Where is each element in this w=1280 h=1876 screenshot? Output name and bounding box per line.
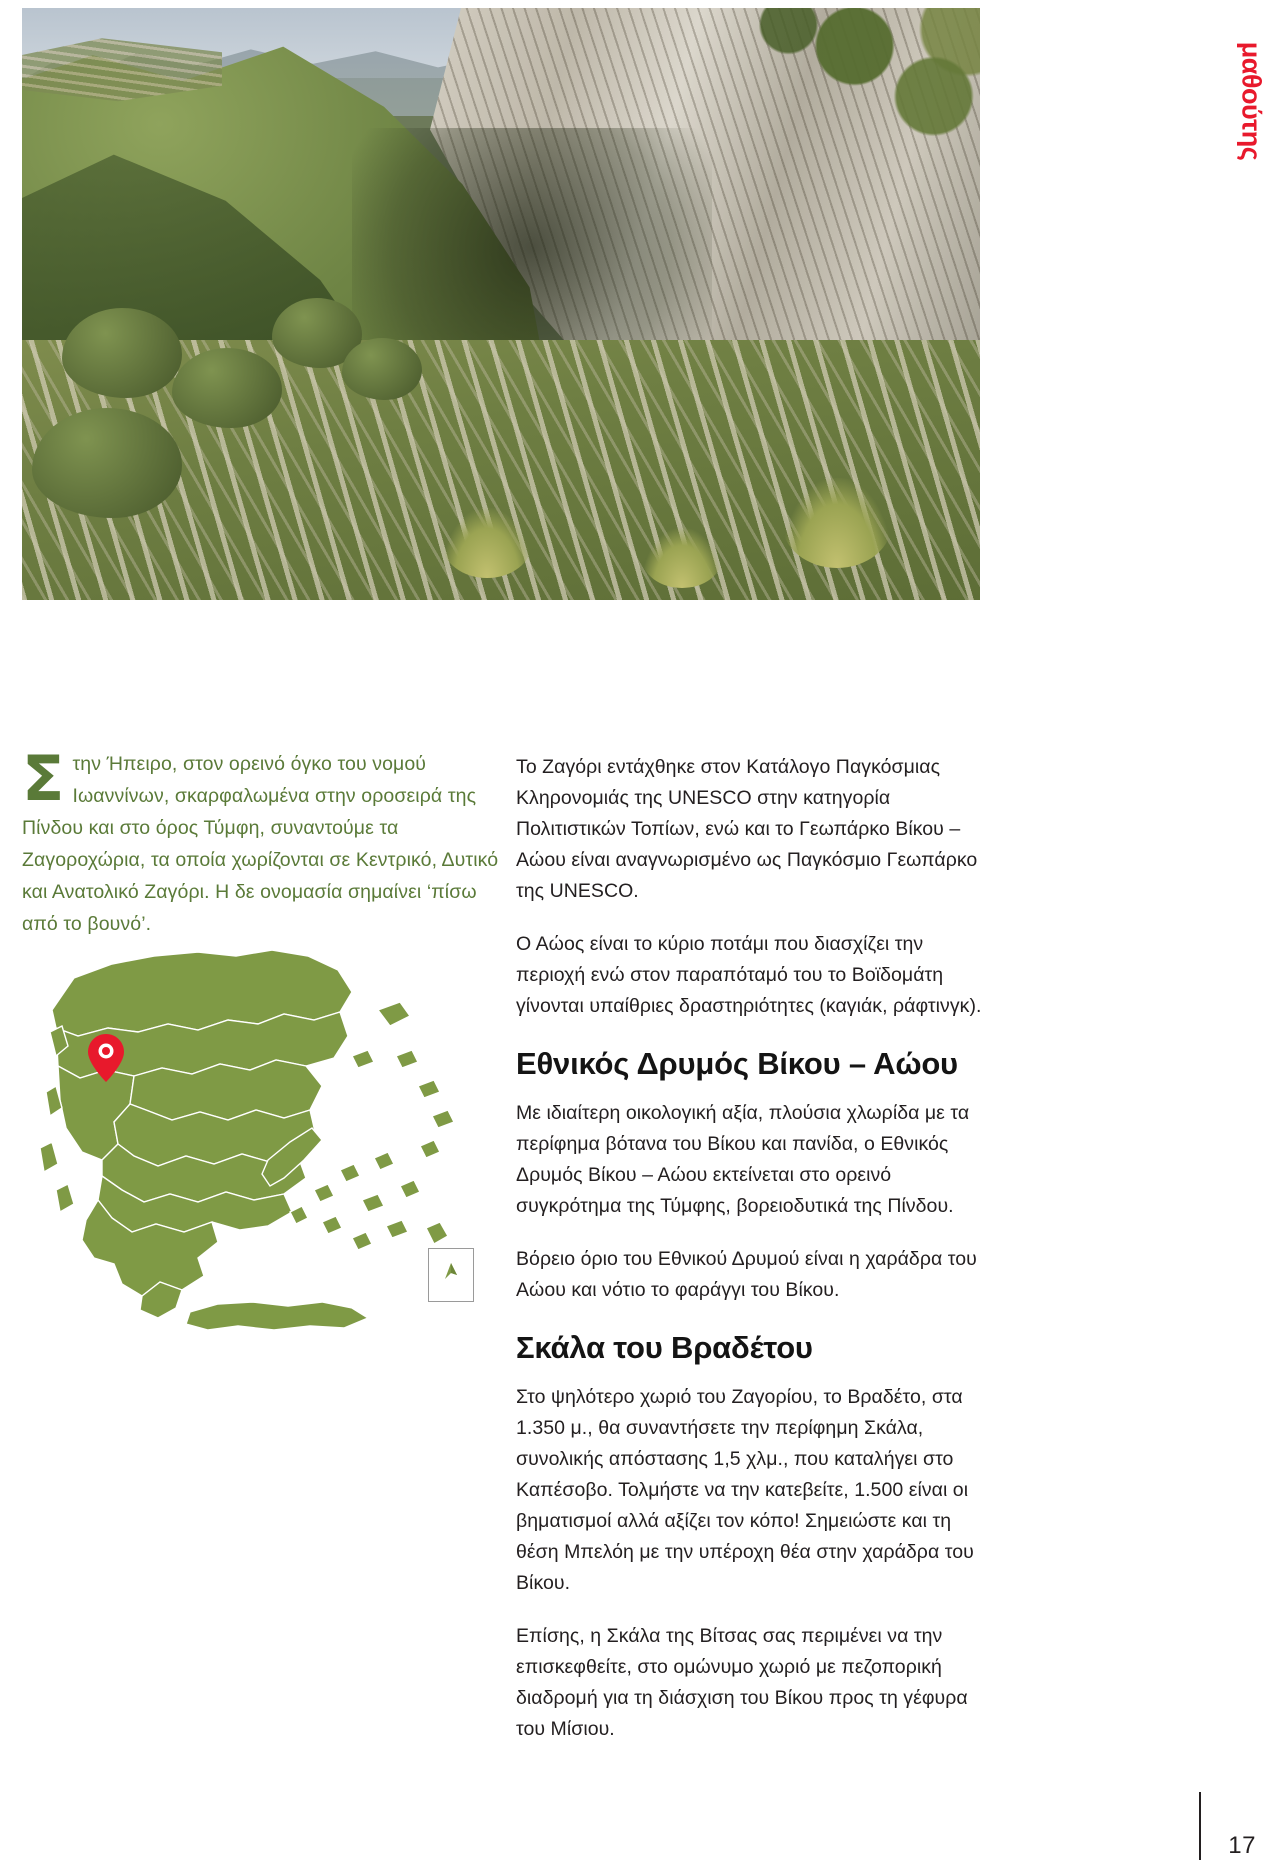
compass-icon	[429, 1249, 473, 1301]
greece-regions	[40, 950, 466, 1330]
paragraph-unesco: Το Ζαγόρι εντάχθηκε στον Κατάλογο Παγκόσμιας Κληρονομιάς της UNESCO στην κατηγορία Πολιτιστικών Τοπίων, ενώ και το Γεωπάρκο Βίκου – Αώου είναι αναγνωρισμένο ως Παγκόσμιο Γεωπάρκο της UNESCO.	[516, 756, 978, 902]
right-text-column	[516, 752, 986, 1767]
map-compass-box	[428, 1248, 474, 1302]
footer-rule	[1199, 1792, 1201, 1860]
grass-tuft	[642, 528, 722, 588]
paragraph-park-boundaries: Βόρειο όριο του Εθνικού Δρυμού είναι η χαράδρα του Αώου και νότιο το φαράγγι του Βίκου.	[516, 1248, 977, 1301]
section-heading-national-park: Εθνικός Δρυμός Βίκου – Αώου	[516, 1046, 958, 1081]
bush	[32, 408, 182, 518]
page-number: 17	[1228, 1832, 1256, 1859]
paragraph-park-ecology: Με ιδιαίτερη οικολογική αξία, πλούσια χλωρίδα με τα περίφημα βότανα του Βίκου και πανίδα, ο Εθνικός Δρυμός Βίκου – Αώου εκτείνεται στο ορεινό συγκρότημα της Τύμφης, βορειοδυτικά της Πίνδου.	[516, 1102, 970, 1217]
bush	[342, 338, 422, 400]
paragraph-aoos-river: Ο Αώος είναι το κύριο ποτάμι που διασχίζει την περιοχή ενώ στον παραπόταμό του το Βοϊδομάτη γίνονται υπαίθριες δραστηριότητες (καγιάκ, ράφτινγκ).	[516, 933, 982, 1017]
hero-illustration	[22, 8, 980, 600]
paragraph-vradeto-steps: Στο ψηλότερο χωριό του Ζαγορίου, το Βραδέτο, στα 1.350 μ., θα συναντήσετε την περίφημη Σκάλα, συνολικής απόστασης 1,5 χλμ., που καταλήγει στο Καπέσοβο. Τολμήστε να την κατεβείτε, 1.500 είναι οι βηματισμοί αλλά αξίζει τον κόπο! Σημειώστε και τη θέση Μπελόη με την υπέροχη θέα στην χαράδρα του Βίκου.	[516, 1386, 974, 1594]
drop-cap: Σ	[22, 742, 65, 815]
map-of-greece	[22, 860, 512, 1340]
paragraph-skala-vitsas: Επίσης, η Σκάλα της Βίτσας σας περιμένει να την επισκεφθείτε, στο ομώνυμο χωριό με πεζοπορική διαδρομή για τη διάσχιση του Βίκου προς τη γέφυρα του Μίσιου.	[516, 1625, 968, 1740]
intro-text: την Ήπειρο, στον ορεινό όγκο του νομού Ιωαννίνων, σκαρφαλωμένα στην οροσειρά της Πίνδου και στο όρος Τύμφη, συναντούμε τα Ζαγοροχώρια, τα οποία χωρίζονται σε Κεντρικό, Δυτικό και Ανατολικό Ζαγόρι. Η δε ονομασία σημαίνει ‘πίσω από το βουνό’.	[22, 753, 499, 935]
grass-tuft	[782, 478, 892, 568]
section-heading-skala-vradetou: Σκάλα του Βραδέτου	[516, 1330, 813, 1365]
hero-photo-vikos-gorge	[22, 8, 980, 600]
grass-tuft	[442, 508, 532, 578]
bush	[62, 308, 182, 398]
bush	[172, 348, 282, 428]
vertical-brand-label-text: μαθούτης	[1236, 41, 1267, 161]
vertical-brand-label	[1228, 6, 1274, 196]
